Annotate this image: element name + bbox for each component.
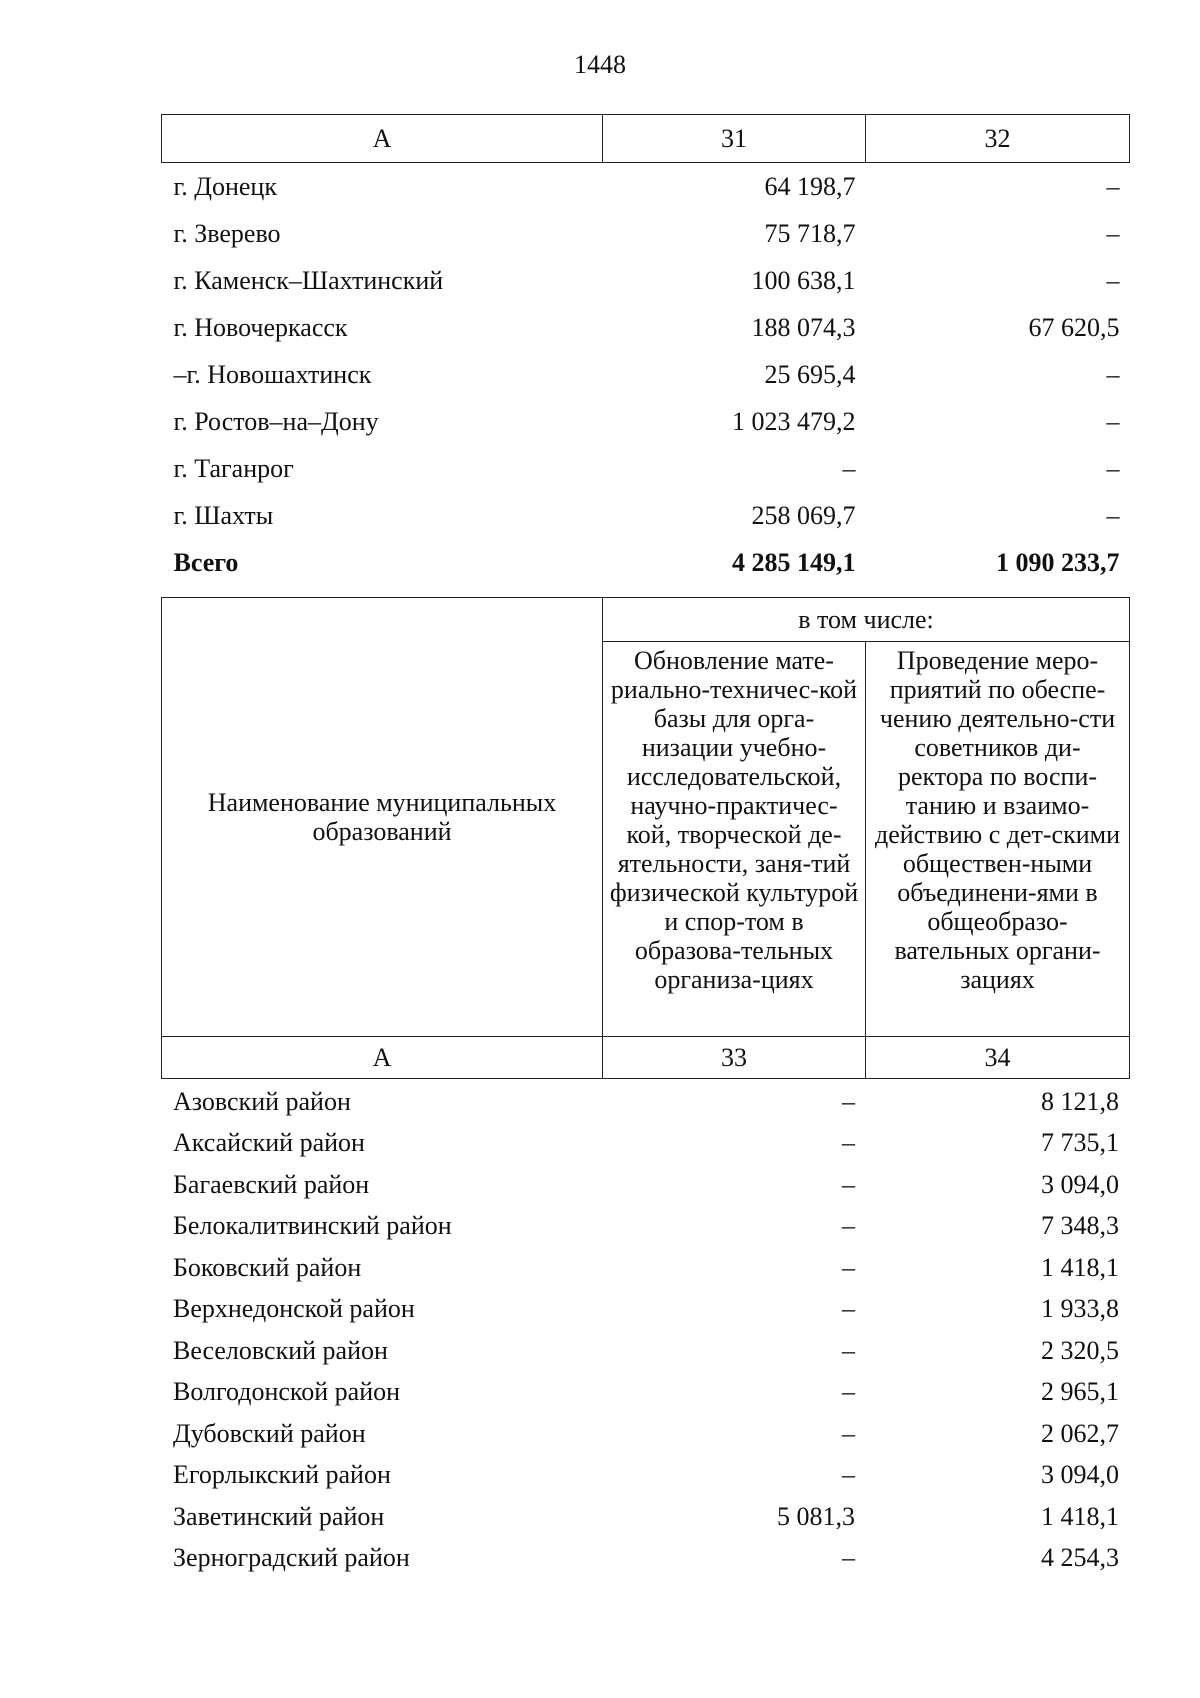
table-row (162, 492, 1130, 539)
total-value-31: 4 285 149,1 (732, 547, 856, 577)
row-value-31: 258 069,7 (751, 500, 856, 530)
table-row (161, 1413, 1129, 1455)
table-total-row (162, 539, 1130, 586)
column-header-name: Наименование муниципальных образований (162, 598, 603, 1037)
header-cell-31: 31 (603, 115, 866, 163)
row-value-32: 67 620,5 (1028, 312, 1120, 342)
row-value-31: 25 695,4 (764, 359, 856, 389)
row-value-32: – (1106, 218, 1120, 248)
row-value-32: – (1106, 359, 1120, 389)
table-row (161, 1123, 1129, 1165)
row-name: –г. Новошахтинск (173, 359, 372, 389)
table-row (161, 1164, 1129, 1206)
row-name: Зерноградский район (173, 1543, 410, 1573)
row-value-34: 1 418,1 (1041, 1252, 1119, 1282)
column-header-34: Проведение меро-приятий по обеспе-чению деятельно-сти советников ди-ректора по воспи-танию и взаимо-действию с дет-скими обществен-ными объединени-ями в общеобразо-вательных органи-зациях (866, 642, 1130, 1037)
column-header-33: Обновление мате-риально-техничес-кой базы для орга-низации учебно-исследовательской, научно-практичес-кой, творческой де-ятельности, заня-тий физической культурой и спор-том в образова-тельных организа-циях (603, 642, 866, 1037)
row-name: г. Каменск–Шахтинский (173, 265, 444, 295)
page-number: 1448 (574, 50, 626, 79)
ref-cell-33: 33 (603, 1037, 866, 1079)
row-value-32: – (1106, 500, 1120, 530)
row-value-33: – (842, 1294, 855, 1324)
row-name: Дубовский район (173, 1418, 366, 1448)
row-value-34: 4 254,3 (1041, 1543, 1119, 1573)
row-value-34: 1 933,8 (1041, 1294, 1119, 1324)
table-row (162, 351, 1130, 398)
table-row (161, 1538, 1129, 1580)
row-value-31: 1 023 479,2 (732, 406, 856, 436)
table-row (162, 445, 1130, 492)
row-value-33: – (842, 1460, 855, 1490)
table-row (161, 1206, 1129, 1248)
row-name: Аксайский район (173, 1128, 365, 1158)
table-row (162, 210, 1130, 257)
table-upper-header-row (162, 115, 1130, 163)
row-value-33: – (842, 1169, 855, 1199)
table-row (161, 1455, 1129, 1497)
row-value-33: – (842, 1335, 855, 1365)
ref-cell-a: А (162, 1037, 603, 1079)
total-label: Всего (173, 547, 239, 577)
row-name: г. Таганрог (173, 453, 294, 483)
row-name: Азовский район (173, 1086, 351, 1116)
row-value-31: 75 718,7 (764, 218, 856, 248)
row-value-33: – (842, 1086, 855, 1116)
row-value-34: 1 418,1 (1041, 1501, 1119, 1531)
row-value-32: – (1106, 265, 1120, 295)
row-value-31: – (842, 453, 856, 483)
row-name: Заветинский район (173, 1501, 385, 1531)
row-value-34: 2 320,5 (1041, 1335, 1119, 1365)
table-row (161, 1496, 1129, 1538)
table-upper (161, 114, 1130, 586)
row-value-31: 188 074,3 (751, 312, 856, 342)
row-name: Боковский район (173, 1252, 362, 1282)
row-value-33: – (842, 1418, 855, 1448)
row-value-32: – (1106, 406, 1120, 436)
row-value-34: 2 965,1 (1041, 1377, 1119, 1407)
row-value-34: 7 735,1 (1041, 1128, 1119, 1158)
table-row (161, 1081, 1129, 1123)
row-name: Волгодонской район (173, 1377, 401, 1407)
header-cell-32: 32 (866, 115, 1130, 163)
row-value-34: 3 094,0 (1041, 1169, 1119, 1199)
table-row (161, 1247, 1129, 1289)
row-name: г. Новочеркасск (173, 312, 348, 342)
column-group-header: в том числе: (603, 598, 1130, 642)
row-name: г. Донецк (173, 171, 277, 201)
table-row (162, 304, 1130, 351)
row-value-34: 2 062,7 (1041, 1418, 1119, 1448)
row-value-31: 100 638,1 (751, 265, 856, 295)
table-row (162, 398, 1130, 445)
table-lower-ref-row (162, 1037, 1130, 1079)
table-row (162, 163, 1130, 211)
row-value-33: – (842, 1377, 855, 1407)
row-name: г. Ростов–на–Дону (173, 406, 379, 436)
table-lower-header (161, 597, 1130, 1079)
ref-cell-34: 34 (866, 1037, 1130, 1079)
row-value-32: – (1106, 453, 1120, 483)
row-value-31: 64 198,7 (764, 171, 856, 201)
table-lower-body (161, 1081, 1129, 1579)
row-name: Верхнедонской район (173, 1294, 415, 1324)
table-row (161, 1289, 1129, 1331)
row-name: Егорлыкский район (173, 1460, 391, 1490)
total-value-32: 1 090 233,7 (996, 547, 1120, 577)
row-value-33: – (842, 1252, 855, 1282)
row-value-34: 7 348,3 (1041, 1211, 1119, 1241)
row-value-32: – (1106, 171, 1120, 201)
row-value-33: – (842, 1128, 855, 1158)
table-row (161, 1330, 1129, 1372)
row-value-34: 8 121,8 (1041, 1086, 1119, 1116)
row-name: Багаевский район (173, 1169, 370, 1199)
row-value-33: 5 081,3 (777, 1501, 855, 1531)
row-value-33: – (842, 1543, 855, 1573)
row-value-34: 3 094,0 (1041, 1460, 1119, 1490)
table-row (162, 257, 1130, 304)
header-cell-a: А (162, 115, 603, 163)
row-name: г. Шахты (173, 500, 274, 530)
row-value-33: – (842, 1211, 855, 1241)
row-name: Веселовский район (173, 1335, 388, 1365)
table-row (161, 1372, 1129, 1414)
row-name: Белокалитвинский район (173, 1211, 452, 1241)
row-name: г. Зверево (173, 218, 281, 248)
